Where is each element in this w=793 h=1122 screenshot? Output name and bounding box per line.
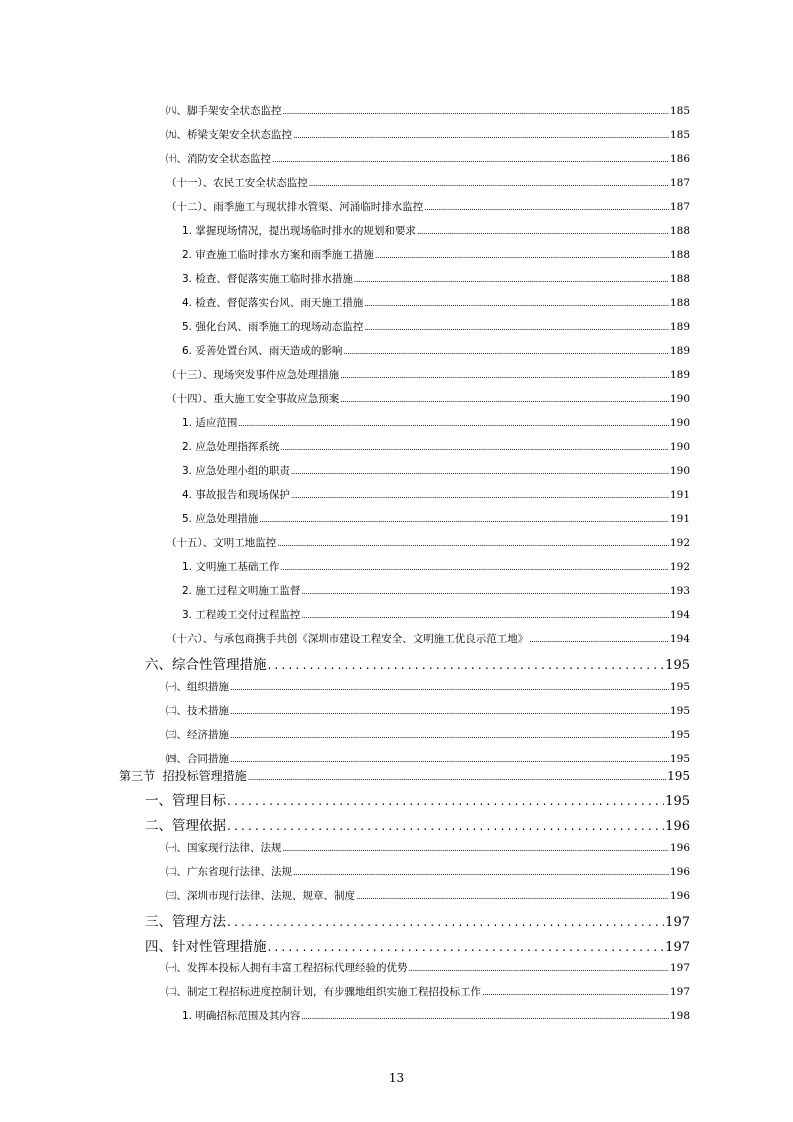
toc-entry-label: 1. 掌握现场情况，提出现场临时排水的规划和要求	[182, 225, 416, 237]
toc-entry-page: 195	[669, 705, 690, 717]
toc-entry-page: 196	[669, 866, 690, 878]
toc-entry[interactable]	[166, 631, 690, 646]
toc-entry-page: 189	[669, 369, 690, 381]
toc-section-entry[interactable]	[119, 767, 690, 784]
leader-dots	[227, 819, 664, 833]
leader-dots	[280, 563, 669, 572]
toc-entry-page: 185	[669, 129, 690, 141]
toc-entry-page: 192	[669, 561, 690, 573]
toc-entry[interactable]	[182, 439, 690, 454]
leader-dots	[293, 868, 669, 877]
toc-entry[interactable]	[145, 814, 690, 834]
leader-dots	[340, 371, 669, 380]
toc-entry-page: 193	[669, 585, 690, 597]
toc-entry[interactable]	[166, 727, 690, 742]
leader-dots	[291, 491, 669, 500]
leader-dots	[343, 347, 669, 356]
toc-entry-label: （十五）、文明工地监控	[166, 537, 277, 549]
toc-entry-page: 191	[669, 513, 690, 525]
toc-entry-page: 194	[669, 609, 690, 621]
toc-entry-label: （十一）、农民工安全状态监控	[166, 177, 308, 189]
leader-dots	[301, 1012, 669, 1021]
leader-dots	[375, 251, 669, 260]
toc-entry-page: 191	[669, 489, 690, 501]
toc-entry-label: ㈠、发挥本投标人拥有丰富工程招标代理经验的优势	[166, 962, 408, 974]
toc-entry-label: ㈢、经济措施	[166, 729, 229, 741]
toc-entry-label: 3. 工程竣工交付过程监控	[182, 609, 301, 621]
leader-dots	[227, 794, 664, 808]
toc-entry[interactable]	[166, 984, 690, 999]
toc-entry-label: 1. 明确招标范围及其内容	[182, 1010, 301, 1022]
toc-entry-label: （十三）、现场突发事件应急处理措施	[166, 369, 340, 381]
toc-entry-page: 196	[669, 890, 690, 902]
page-number: 13	[388, 1071, 405, 1085]
toc-entry-page: 195	[667, 769, 690, 783]
toc-entry-label: 5. 应急处理措施	[182, 513, 259, 525]
toc-entry-page: 196	[669, 842, 690, 854]
toc-entry[interactable]	[182, 583, 690, 598]
leader-dots	[293, 131, 669, 140]
toc-entry-page: 190	[669, 393, 690, 405]
toc-entry-page: 190	[669, 441, 690, 453]
toc-entry[interactable]	[166, 864, 690, 879]
toc-entry-page: 188	[669, 273, 690, 285]
leader-dots	[340, 395, 669, 404]
toc-entry[interactable]	[182, 487, 690, 502]
toc-entry[interactable]	[182, 463, 690, 478]
toc-entry[interactable]	[166, 679, 690, 694]
toc-entry-label: 4. 事故报告和现场保护	[182, 489, 290, 501]
toc-entry[interactable]	[145, 910, 690, 930]
toc-entry-label: 第三节 招投标管理措施	[119, 769, 247, 783]
leader-dots	[301, 611, 669, 620]
toc-entry-page: 196	[665, 819, 690, 834]
leader-dots	[283, 107, 669, 116]
toc-entry-label: ㈣、合同措施	[166, 753, 229, 765]
toc-entry[interactable]	[166, 151, 690, 166]
leader-dots	[309, 179, 669, 188]
toc-entry[interactable]	[182, 1008, 690, 1023]
leader-dots	[259, 515, 669, 524]
toc-entry-page: 195	[665, 658, 690, 673]
toc-entry-label: 3. 检查、督促落实施工临时排水措施	[182, 273, 353, 285]
toc-entry-page: 195	[669, 681, 690, 693]
toc-entry[interactable]	[182, 319, 690, 334]
toc-entry-label: ㈢、深圳市现行法律、法规、规章、制度	[166, 890, 355, 902]
toc-entry[interactable]	[182, 271, 690, 286]
toc-entry-label: 一、管理目标	[145, 793, 226, 809]
toc-entry-page: 187	[669, 201, 690, 213]
toc-entry-page: 197	[669, 962, 690, 974]
leader-dots	[227, 915, 664, 929]
leader-dots	[272, 155, 669, 164]
toc-entry[interactable]	[145, 789, 690, 809]
toc-entry-page: 190	[669, 465, 690, 477]
toc-entry[interactable]	[182, 295, 690, 310]
toc-entry-page: 197	[665, 915, 690, 930]
leader-dots	[283, 844, 669, 853]
toc-entry-label: 六、综合性管理措施	[145, 657, 267, 673]
toc-entry[interactable]	[182, 607, 690, 622]
leader-dots	[248, 773, 666, 782]
toc-entry-page: 189	[669, 345, 690, 357]
toc-entry-label: ㈡、制定工程招标进度控制计划，有步骤地组织实施工程招投标工作	[166, 986, 481, 998]
toc-entry-label: 四、针对性管理措施	[145, 939, 267, 955]
toc-entry-label: ㈠、国家现行法律、法规	[166, 842, 282, 854]
toc-entry-label: ㈠、组织措施	[166, 681, 229, 693]
toc-entry-page: 192	[669, 537, 690, 549]
toc-entry-label: ㈨、桥梁支架安全状态监控	[166, 129, 292, 141]
toc-entry[interactable]	[145, 935, 690, 955]
toc-entry-page: 197	[665, 940, 690, 955]
leader-dots	[364, 299, 669, 308]
toc-entry-label: （十四）、重大施工安全事故应急预案	[166, 393, 340, 405]
leader-dots	[230, 755, 669, 764]
leader-dots	[268, 940, 665, 954]
toc-entry-label: 二、管理依据	[145, 818, 226, 834]
toc-entry-page: 188	[669, 297, 690, 309]
leader-dots	[277, 539, 669, 548]
toc-entry-label: ㈧、脚手架安全状态监控	[166, 105, 282, 117]
leader-dots	[291, 467, 669, 476]
toc-entry[interactable]	[166, 535, 690, 550]
toc-entry-page: 195	[669, 753, 690, 765]
toc-entry-label: 5. 强化台风、雨季施工的现场动态监控	[182, 321, 364, 333]
toc-entry-label: （十六）、与承包商携手共创《深圳市建设工程安全、文明施工优良示范工地》	[166, 633, 529, 645]
toc-entry-page: 198	[669, 1010, 690, 1022]
toc-entry[interactable]	[166, 103, 690, 118]
leader-dots	[301, 587, 669, 596]
leader-dots	[230, 731, 669, 740]
toc-entry-label: 3. 应急处理小组的职责	[182, 465, 290, 477]
toc-entry-label: ㈩、消防安全状态监控	[166, 153, 271, 165]
toc-entry-page: 194	[669, 633, 690, 645]
leader-dots	[268, 658, 665, 672]
toc-entry-label: 6. 妥善处置台风、雨天造成的影响	[182, 345, 343, 357]
leader-dots	[356, 892, 669, 901]
leader-dots	[364, 323, 669, 332]
toc-entry[interactable]	[166, 960, 690, 975]
toc-entry[interactable]	[182, 343, 690, 358]
toc-entry-page: 197	[669, 986, 690, 998]
toc-entry[interactable]	[166, 199, 690, 214]
toc-entry[interactable]	[166, 703, 690, 718]
toc-entry[interactable]	[182, 511, 690, 526]
leader-dots	[230, 683, 669, 692]
toc-entry-label: 2. 施工过程文明施工监督	[182, 585, 301, 597]
toc-entry[interactable]	[166, 391, 690, 406]
toc-entry-label: （十二）、雨季施工与现状排水管渠、河涌临时排水监控	[166, 201, 424, 213]
leader-dots	[280, 443, 669, 452]
toc-entry[interactable]	[166, 367, 690, 382]
toc-entry-label: 1. 文明施工基础工作	[182, 561, 280, 573]
toc-entry[interactable]	[166, 888, 690, 903]
toc-entry-label: ㈡、技术措施	[166, 705, 229, 717]
toc-entry-label: 三、管理方法	[145, 914, 226, 930]
toc-entry-page: 185	[669, 105, 690, 117]
toc-entry[interactable]	[145, 653, 690, 673]
toc-entry[interactable]	[182, 223, 690, 238]
toc-entry-label: 2. 审查施工临时排水方案和雨季施工措施	[182, 249, 374, 261]
toc-entry-page: 188	[669, 249, 690, 261]
leader-dots	[417, 227, 669, 236]
leader-dots	[482, 988, 669, 997]
toc-entry-page: 190	[669, 417, 690, 429]
toc-entry-label: 4. 检查、督促落实台风、雨天施工措施	[182, 297, 364, 309]
leader-dots	[354, 275, 669, 284]
toc-entry-page: 195	[665, 794, 690, 809]
toc-entry-page: 187	[669, 177, 690, 189]
toc-entry[interactable]	[182, 247, 690, 262]
leader-dots	[238, 419, 669, 428]
toc-entry-label: 2. 应急处理指挥系统	[182, 441, 280, 453]
toc-entry-page: 186	[669, 153, 690, 165]
toc-entry-page: 188	[669, 225, 690, 237]
toc-entry[interactable]	[166, 840, 690, 855]
leader-dots	[424, 203, 669, 212]
toc-entry-page: 195	[669, 729, 690, 741]
leader-dots	[409, 964, 669, 973]
toc-entry[interactable]	[182, 415, 690, 430]
leader-dots	[230, 707, 669, 716]
leader-dots	[529, 635, 669, 644]
toc-entry[interactable]	[166, 127, 690, 142]
toc-entry[interactable]	[182, 559, 690, 574]
toc-entry[interactable]	[166, 751, 690, 766]
toc-entry-label: 1. 适应范围	[182, 417, 238, 429]
toc-entry-page: 189	[669, 321, 690, 333]
toc-entry[interactable]	[166, 175, 690, 190]
toc-entry-label: ㈡、广东省现行法律、法规	[166, 866, 292, 878]
